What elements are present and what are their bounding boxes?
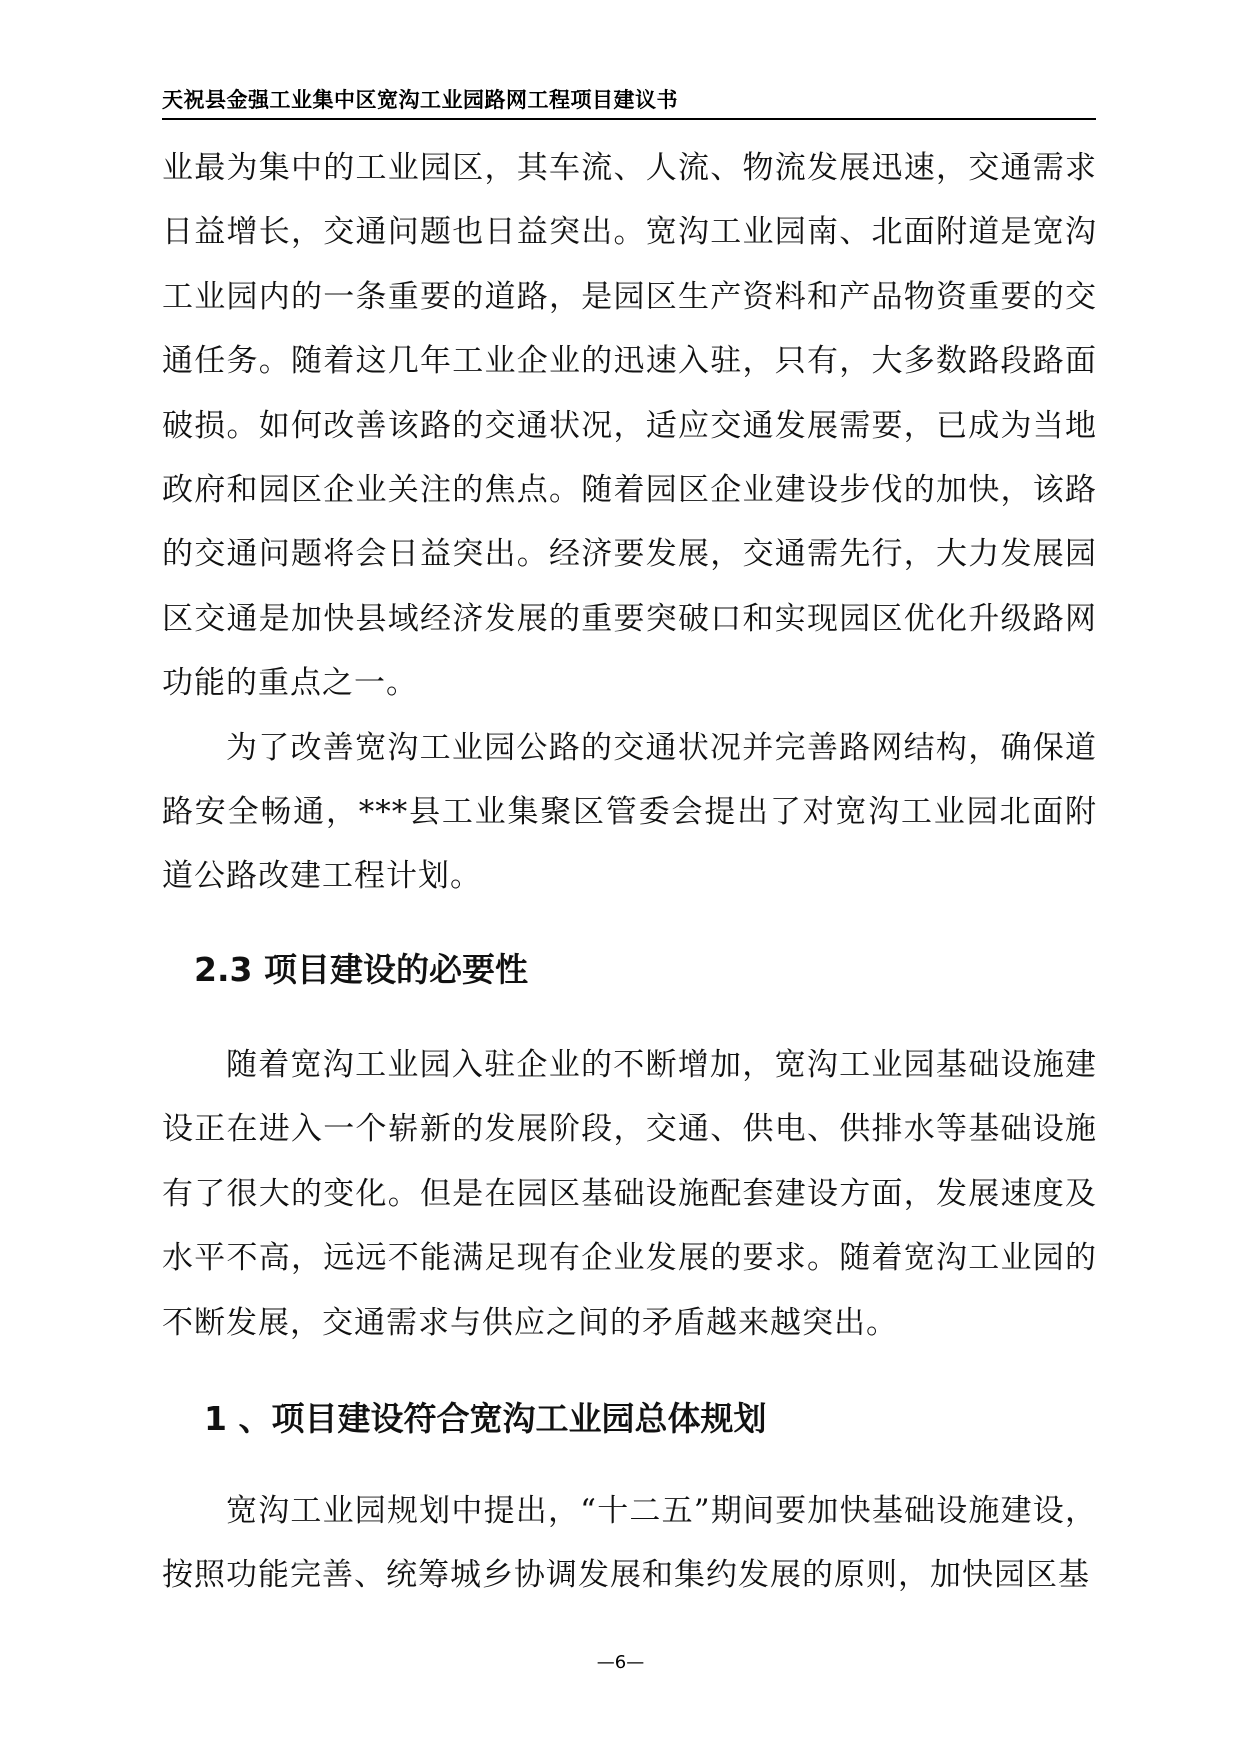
- body-paragraph: 宽沟工业园规划中提出，“十二五”期间要加快基础设施建设，按照功能完善、统筹城乡协调发展和集约发展的原则，加快园区基: [162, 1492, 1097, 1594]
- body-paragraph: 为了改善宽沟工业园公路的交通状况并完善路网结构，确保道路安全畅通，***县工业集聚区管委会提出了对宽沟工业园北面附道公路改建工程计划。: [162, 729, 1097, 895]
- body-paragraph: 业最为集中的工业园区，其车流、人流、物流发展迅速，交通需求日益增长，交通问题也日益突出。宽沟工业园南、北面附道是宽沟工业园内的一条重要的道路，是园区生产资料和产品物资重要的交通任务。随着这几年工业企业的迅速入驻，只有，大多数路段路面破损。如何改善该路的交通状况，适应交通发展需要，已成为当地政府和园区企业关注的焦点。随着园区企业建设步伐的加快，该路的交通问题将会日益突出。经济要发展，交通需先行，大力发展园区交通是加快县域经济发展的重要突破口和实现园区优化升级路网功能的重点之一。: [162, 150, 1097, 702]
- page-number: —6—: [596, 1652, 645, 1673]
- body-paragraph: 随着宽沟工业园入驻企业的不断增加，宽沟工业园基础设施建设正在进入一个崭新的发展阶段，交通、供电、供排水等基础设施有了很大的变化。但是在园区基础设施配套建设方面，发展速度及水平不高，远远不能满足现有企业发展的要求。随着宽沟工业园的不断发展，交通需求与供应之间的矛盾越来越突出。: [162, 1046, 1097, 1341]
- page-header: [162, 88, 1096, 120]
- document-title: 天祝县金强工业集中区宽沟工业园路网工程项目建议书: [162, 88, 678, 112]
- subsection-heading: 1 、项目建设符合宽沟工业园总体规划: [204, 1398, 767, 1438]
- page-body: [162, 136, 1097, 1608]
- section-heading: 2.3 项目建设的必要性: [194, 949, 528, 989]
